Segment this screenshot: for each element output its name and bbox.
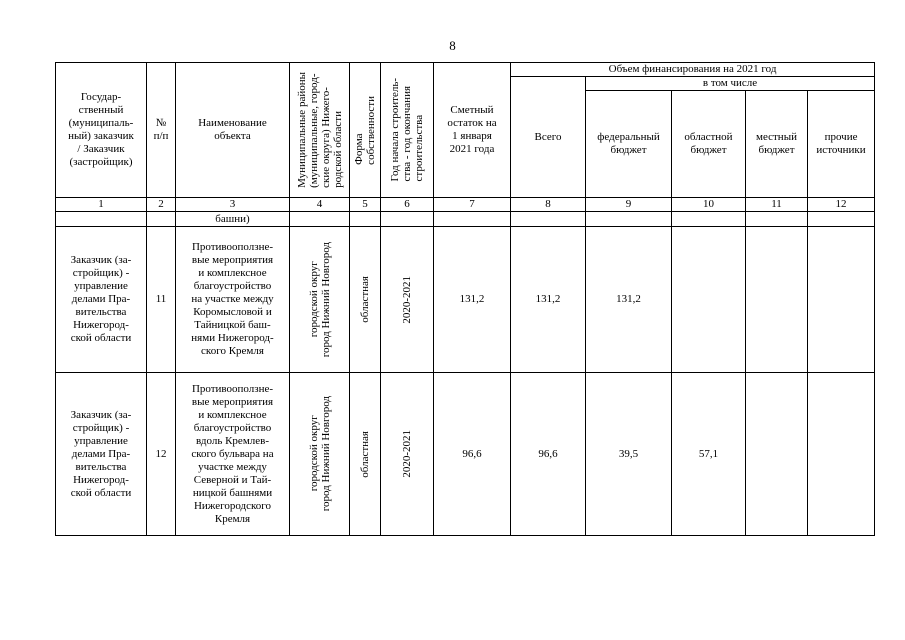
column-number: 5 bbox=[350, 198, 381, 212]
header-number: № п/п bbox=[147, 63, 176, 198]
column-number: 1 bbox=[56, 198, 147, 212]
district-cell: городской округ город Нижний Новгород bbox=[290, 227, 350, 373]
header-customer: Государ- ственный (муниципаль- ный) заказчик / Заказчик (застройщик) bbox=[56, 63, 147, 198]
header-total: Всего bbox=[511, 77, 586, 198]
column-number: 11 bbox=[746, 198, 808, 212]
column-number: 4 bbox=[290, 198, 350, 212]
balance-cell: 96,6 bbox=[434, 373, 511, 536]
other-cell bbox=[808, 227, 875, 373]
header-regional: областной бюджет bbox=[672, 91, 746, 198]
continuation-text: башни) bbox=[176, 212, 290, 227]
page-number: 8 bbox=[449, 38, 456, 53]
district-cell: городской округ город Нижний Новгород bbox=[290, 373, 350, 536]
period-cell: 2020-2021 bbox=[381, 373, 434, 536]
header-other: прочие источники bbox=[808, 91, 875, 198]
header-federal: федеральный бюджет bbox=[586, 91, 672, 198]
header-local: местный бюджет bbox=[746, 91, 808, 198]
number-cell: 11 bbox=[147, 227, 176, 373]
header-row-1 bbox=[56, 63, 875, 77]
object-cell: Противооползне- вые мероприятия и комплексное благоустройство на участке между Коромысловой и Тайницкой баш- нями Нижегород- ского Кремля bbox=[176, 227, 290, 373]
column-number: 12 bbox=[808, 198, 875, 212]
column-number: 8 bbox=[511, 198, 586, 212]
regional-cell: 57,1 bbox=[672, 373, 746, 536]
column-number: 6 bbox=[381, 198, 434, 212]
column-number: 7 bbox=[434, 198, 511, 212]
table-row bbox=[56, 227, 875, 373]
column-number: 2 bbox=[147, 198, 176, 212]
header-period: Год начала строитель- ства - год окончания строительства bbox=[381, 63, 434, 198]
other-cell bbox=[808, 373, 875, 536]
balance-cell: 131,2 bbox=[434, 227, 511, 373]
table-row bbox=[56, 373, 875, 536]
header-funding-group: Объем финансирования на 2021 год bbox=[511, 63, 875, 77]
local-cell bbox=[746, 373, 808, 536]
local-cell bbox=[746, 227, 808, 373]
federal-cell: 39,5 bbox=[586, 373, 672, 536]
ownership-cell: областная bbox=[350, 373, 381, 536]
financing-table bbox=[55, 62, 875, 536]
header-object-name: Наименование объекта bbox=[176, 63, 290, 198]
ownership-cell: областная bbox=[350, 227, 381, 373]
regional-cell bbox=[672, 227, 746, 373]
header-district: Муниципальные районы (муниципальные, город- ские округа) Нижего- родской области bbox=[290, 63, 350, 198]
column-number: 10 bbox=[672, 198, 746, 212]
column-number-row bbox=[56, 198, 875, 212]
object-cell: Противооползне- вые мероприятия и комплексное благоустройство вдоль Кремлев- ского бульвара на участке между Северной и Тай- ницкой башнями Нижегородского Кремля bbox=[176, 373, 290, 536]
header-balance: Сметный остаток на 1 января 2021 года bbox=[434, 63, 511, 198]
period-cell: 2020-2021 bbox=[381, 227, 434, 373]
customer-cell: Заказчик (за- стройщик) - управление делами Пра- вительства Нижегород- ской области bbox=[56, 373, 147, 536]
federal-cell: 131,2 bbox=[586, 227, 672, 373]
header-including: в том числе bbox=[586, 77, 875, 91]
total-cell: 96,6 bbox=[511, 373, 586, 536]
continuation-row bbox=[56, 212, 875, 227]
header-ownership: Форма собственности bbox=[350, 63, 381, 198]
number-cell: 12 bbox=[147, 373, 176, 536]
column-number: 9 bbox=[586, 198, 672, 212]
customer-cell: Заказчик (за- стройщик) - управление делами Пра- вительства Нижегород- ской области bbox=[56, 227, 147, 373]
column-number: 3 bbox=[176, 198, 290, 212]
total-cell: 131,2 bbox=[511, 227, 586, 373]
